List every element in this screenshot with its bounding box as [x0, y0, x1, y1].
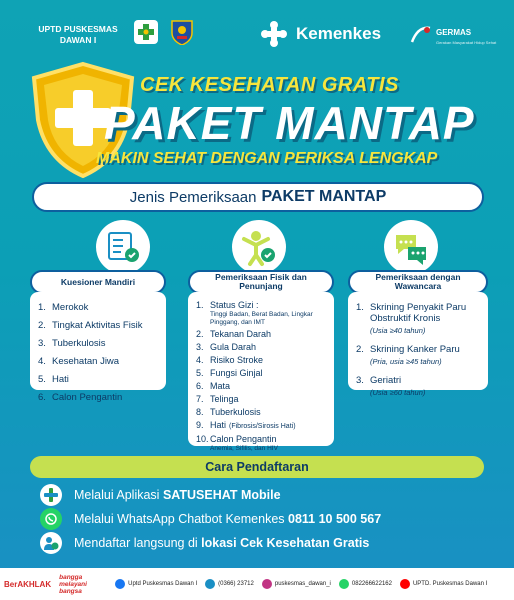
item-text: Skrining Penyakit Paru Obstruktif Kronis	[370, 302, 467, 324]
regency-emblem-icon	[170, 20, 194, 44]
list-item	[38, 374, 158, 385]
item-subtext: Tinggi Badan, Berat Badan, Lingkar Pinggang, dan IMT	[210, 311, 313, 326]
item-number: 4.	[196, 355, 204, 365]
youtube-icon	[400, 579, 410, 589]
footer	[0, 568, 514, 600]
list-item	[196, 394, 326, 405]
list-item	[196, 381, 326, 392]
list-item	[196, 300, 326, 327]
list-item	[196, 420, 326, 432]
person-check-icon	[232, 220, 286, 274]
item-note: (Pria, usia ≥45 tahun)	[370, 357, 442, 366]
cara-pendaftaran-bar: Cara Pendaftaran	[30, 456, 484, 478]
item-text: Mata	[210, 381, 231, 391]
list-item	[38, 302, 158, 313]
list-item	[356, 375, 480, 398]
item-text: Tuberkulosis	[52, 338, 106, 349]
cara-row-lokasi	[40, 532, 369, 554]
item-text: Calon Pengantin	[210, 434, 277, 444]
item-text: Telinga	[210, 394, 239, 404]
title-top: CEK KESEHATAN GRATIS	[140, 74, 399, 96]
item-note: (Usia ≥40 tahun)	[370, 326, 426, 335]
title-main: PAKET MANTAP	[104, 97, 475, 149]
item-text: Status Gizi :	[210, 300, 259, 310]
item-number: 2.	[356, 344, 364, 355]
satusehat-icon	[40, 484, 62, 506]
item-number: 6.	[196, 381, 204, 391]
list-item	[356, 302, 480, 336]
item-text: Risiko Stroke	[210, 355, 264, 365]
item-text: Geriatri	[370, 375, 402, 386]
germas-icon	[410, 24, 432, 44]
item-number: 3.	[38, 338, 46, 349]
germas-subtitle: Gerakan Masyarakat Hidup Sehat	[436, 40, 497, 45]
chat-bubbles-icon	[384, 220, 438, 274]
item-text: Kesehatan Jiwa	[52, 356, 120, 367]
footer-phone[interactable]: (0366) 23712	[205, 579, 254, 589]
cara-1-pre: Melalui Aplikasi	[74, 488, 163, 502]
item-number: 2.	[196, 329, 204, 339]
phone-icon	[205, 579, 215, 589]
item-text: Fungsi Ginjal	[210, 368, 263, 378]
list-item	[38, 338, 158, 349]
title-tagline: MAKIN SEHAT DENGAN PERIKSA LENGKAP	[96, 150, 438, 167]
item-number: 5.	[38, 374, 46, 385]
item-text: Calon Pengantin	[52, 392, 123, 403]
item-number: 8.	[196, 407, 204, 417]
kemenkes-icon	[260, 20, 288, 48]
item-number: 5.	[196, 368, 204, 378]
facebook-icon	[115, 579, 125, 589]
item-text: Gula Darah	[210, 342, 257, 352]
item-subtext: Anemia, Sifilis, dan HIV	[210, 445, 278, 452]
cara-2-pre: Melalui WhatsApp Chatbot Kemenkes	[74, 512, 288, 526]
puskesmas-logo-icon	[134, 20, 158, 44]
whatsapp-icon	[339, 579, 349, 589]
card-kuesioner	[30, 292, 166, 403]
item-text: Tekanan Darah	[210, 329, 272, 339]
item-subtext: (Fibrosis/Sirosis Hati)	[229, 423, 296, 430]
jenis-bold: PAKET MANTAP	[261, 188, 387, 205]
item-number: 1.	[196, 300, 204, 310]
item-text: Merokok	[52, 302, 89, 313]
item-number: 3.	[196, 342, 204, 352]
jenis-prefix: Jenis Pemeriksaan	[129, 188, 257, 206]
kemenkes-logo	[260, 20, 381, 48]
list-item	[38, 320, 158, 331]
item-text: Tingkat Aktivitas Fisik	[52, 320, 143, 331]
cara-3-bold: lokasi Cek Kesehatan Gratis	[201, 536, 370, 550]
item-number: 3.	[356, 375, 364, 386]
item-text: Hati	[210, 420, 227, 430]
cara-1-bold: SATUSEHAT Mobile	[162, 488, 281, 502]
list-item	[196, 368, 326, 379]
item-number: 1.	[38, 302, 46, 313]
footer-instagram[interactable]: puskesmas_dawan_i	[262, 579, 331, 589]
item-number: 4.	[38, 356, 46, 367]
list-item	[38, 392, 158, 403]
berakhlak-logo: BerAKHLAK	[4, 579, 52, 589]
cara-3-pre: Mendaftar langsung di	[74, 536, 202, 550]
person-register-icon	[40, 532, 62, 554]
cara-2-bold: 0811 10 500 567	[288, 512, 382, 526]
list-item	[196, 342, 326, 353]
checklist-icon	[96, 220, 150, 274]
item-number: 6.	[38, 392, 46, 403]
jenis-pemeriksaan-bar	[32, 182, 484, 212]
list-item	[356, 344, 480, 367]
item-text: Hati	[52, 374, 69, 385]
item-text: Skrining Kanker Paru	[370, 344, 460, 355]
list-item	[38, 356, 158, 367]
footer-youtube[interactable]: UPTD. Puskesmas Dawan I	[400, 579, 487, 589]
card-fisik	[188, 292, 334, 452]
bangga-melayani-logo: bangga melayani bangsa	[59, 573, 87, 595]
whatsapp-icon	[40, 508, 62, 530]
kemenkes-text: Kemenkes	[296, 24, 382, 43]
header	[0, 0, 514, 58]
item-number: 1.	[356, 302, 364, 313]
list-item	[196, 355, 326, 366]
list-item	[196, 434, 326, 453]
card-wawancara	[348, 292, 488, 397]
item-note: (Usia ≥60 tahun)	[370, 388, 426, 397]
org-name: UPTD PUSKESMAS DAWAN I	[38, 24, 118, 45]
column-header-wawancara: Pemeriksaan dengan Wawancara	[348, 270, 488, 294]
item-number: 9.	[196, 420, 204, 430]
item-number: 7.	[196, 394, 204, 404]
item-number: 10.	[196, 434, 209, 444]
item-number: 2.	[38, 320, 46, 331]
footer-facebook[interactable]: Uptd Puskesmas Dawan I	[115, 579, 197, 589]
germas-logo	[410, 22, 496, 45]
list-item	[196, 329, 326, 340]
column-header-kuesioner: Kuesioner Mandiri	[30, 270, 166, 294]
item-text: Tuberkulosis	[210, 407, 261, 417]
footer-whatsapp[interactable]: 082266622162	[339, 579, 392, 589]
list-item	[196, 407, 326, 418]
cara-row-whatsapp	[40, 508, 381, 530]
germas-text: GERMAS	[436, 28, 472, 37]
cara-row-satusehat	[40, 484, 281, 506]
instagram-icon	[262, 579, 272, 589]
column-header-fisik: Pemeriksaan Fisik dan Penunjang	[188, 270, 334, 294]
